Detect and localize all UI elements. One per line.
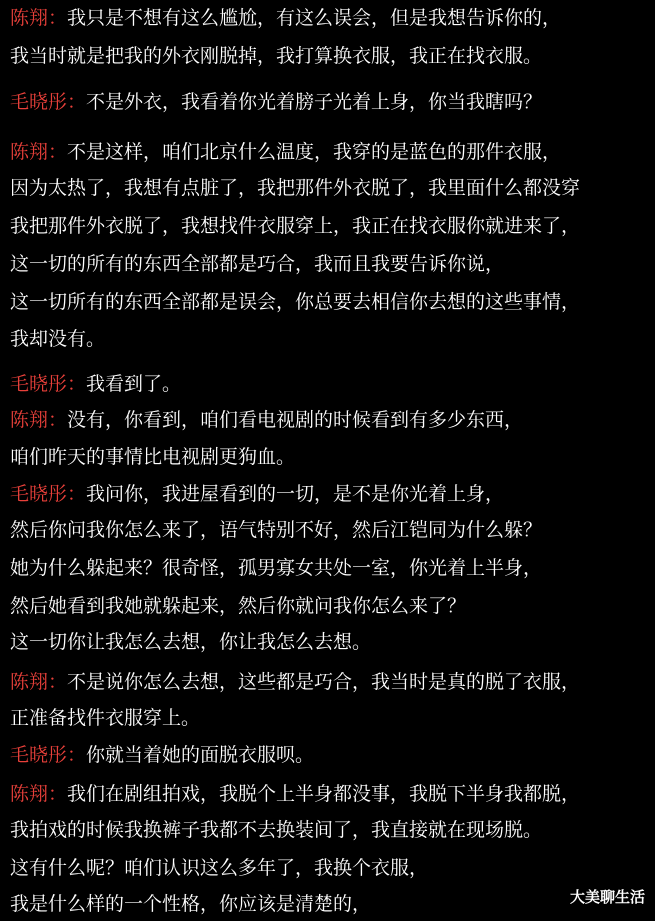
speaker-name: 陈翔： (10, 783, 68, 805)
line-text: 不是说你怎么去想，这些都是巧合，我当时是真的脱了衣服， (67, 671, 581, 693)
line-text: 我问你，我进屋看到的一切，是不是你光着上身， (86, 483, 505, 505)
transcript-line (10, 518, 542, 542)
line-text: 我们在剧组拍戏，我脱个上半身都没事，我脱下半身我都脱， (67, 783, 581, 805)
watermark: 大美聊生活 (569, 888, 645, 906)
line-text: 你就当着她的面脱衣服呗。 (86, 744, 315, 766)
transcript-line (10, 670, 580, 694)
transcript-line (10, 290, 580, 314)
transcript-line (10, 482, 504, 506)
transcript-line (10, 372, 181, 396)
line-text: 不是这样，咱们北京什么温度，我穿的是蓝色的那件衣服， (67, 141, 562, 163)
line-text: 这一切你让我怎么去想，你让我怎么去想。 (10, 631, 372, 653)
transcript-line (10, 630, 371, 654)
line-text: 我拍戏的时候我换裤子我都不去换装间了，我直接就在现场脱。 (10, 819, 543, 841)
speaker-name: 毛晓彤： (10, 91, 87, 113)
line-text: 我把那件外衣脱了，我想找件衣服穿上，我正在找衣服你就进来了， (10, 215, 581, 237)
line-text: 我看到了。 (86, 373, 182, 395)
line-text: 咱们昨天的事情比电视剧更狗血。 (10, 446, 296, 468)
transcript-line (10, 743, 314, 767)
transcript-line (10, 892, 371, 916)
line-text: 不是外衣，我看着你光着膀子光着上身，你当我瞎吗？ (86, 91, 543, 113)
transcript-line (10, 176, 580, 200)
transcript-line (10, 140, 561, 164)
speaker-name: 陈翔： (10, 409, 68, 431)
speaker-name: 陈翔： (10, 671, 68, 693)
transcript-line (10, 214, 580, 238)
line-text: 因为太热了，我想有点脏了，我把那件外衣脱了，我里面什么都没穿 (10, 177, 581, 199)
speaker-name: 陈翔： (10, 7, 68, 29)
line-text: 没有，你看到，咱们看电视剧的时候看到有多少东西， (67, 409, 524, 431)
speaker-name: 毛晓彤： (10, 373, 87, 395)
line-text: 我当时就是把我的外衣刚脱掉，我打算换衣服，我正在找衣服。 (10, 45, 543, 67)
transcript-line (10, 408, 523, 432)
transcript-line (10, 556, 542, 580)
transcript-line (10, 706, 200, 730)
transcript-line (10, 445, 295, 469)
line-text: 她为什么躲起来？很奇怪，孤男寡女共处一室，你光着上半身， (10, 557, 543, 579)
line-text: 这一切的所有的东西全部都是巧合，我而且我要告诉你说， (10, 253, 505, 275)
transcript-line (10, 782, 580, 806)
speaker-name: 毛晓彤： (10, 483, 87, 505)
line-text: 然后她看到我她就躲起来，然后你就问我你怎么来了？ (10, 595, 467, 617)
line-text: 我只是不想有这么尴尬，有这么误会，但是我想告诉你的， (67, 7, 562, 29)
transcript-line (10, 327, 105, 351)
transcript-line (10, 818, 542, 842)
speaker-name: 陈翔： (10, 141, 68, 163)
line-text: 正准备找件衣服穿上。 (10, 707, 201, 729)
transcript-line (10, 594, 466, 618)
transcript-line (10, 252, 504, 276)
transcript-line (10, 856, 428, 880)
speaker-name: 毛晓彤： (10, 744, 87, 766)
transcript-line (10, 90, 542, 114)
transcript-line (10, 6, 561, 30)
line-text: 我是什么样的一个性格，你应该是清楚的， (10, 893, 372, 915)
transcript-line (10, 44, 542, 68)
line-text: 这一切所有的东西全部都是误会，你总要去相信你去想的这些事情， (10, 291, 581, 313)
line-text: 这有什么呢？咱们认识这么多年了，我换个衣服， (10, 857, 429, 879)
line-text: 然后你问我你怎么来了，语气特别不好，然后江铠同为什么躲？ (10, 519, 543, 541)
line-text: 我却没有。 (10, 328, 106, 350)
